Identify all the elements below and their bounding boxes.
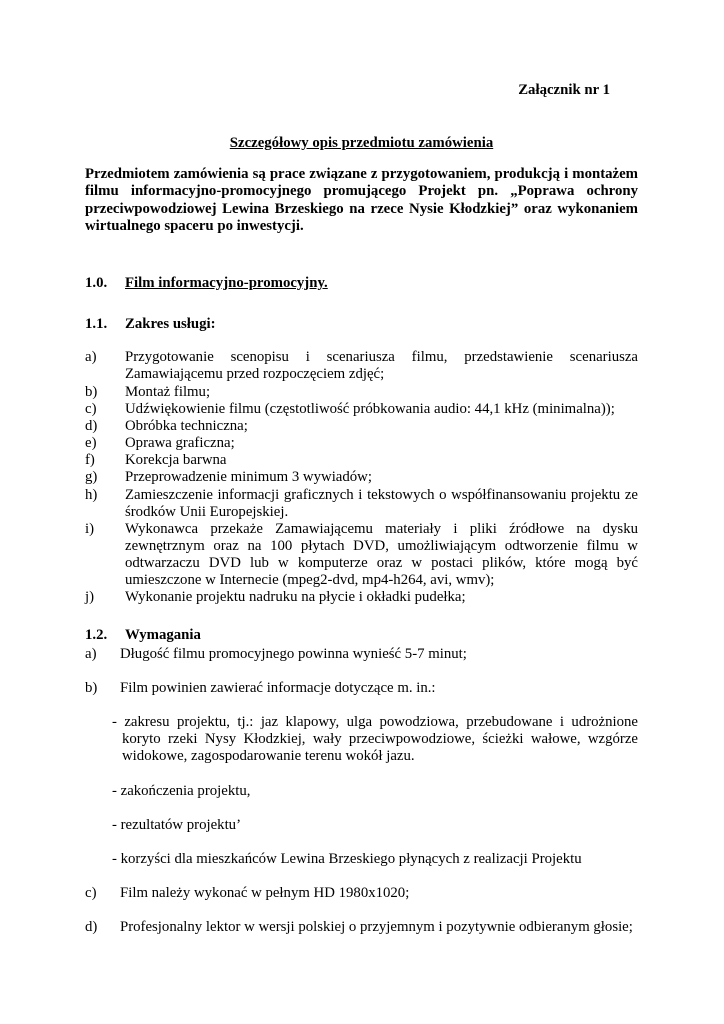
document-title — [85, 135, 638, 152]
item-letter: g) — [85, 469, 98, 486]
section-number: 1.1. — [85, 316, 108, 333]
item-text: Długość filmu promocyjnego powinna wynieść 5-7 minut; — [120, 645, 467, 662]
item-letter: c) — [85, 400, 97, 417]
services-list — [85, 349, 638, 606]
item-letter: a) — [85, 645, 97, 662]
item-letter: f) — [85, 452, 95, 469]
list-item-g — [85, 469, 638, 486]
item-text: Udźwiękowienie filmu (częstotliwość próbkowania audio: 44,1 kHz (minimalna)); — [125, 400, 615, 417]
list-item-a — [85, 349, 638, 383]
list-item-b — [85, 384, 638, 401]
intro-paragraph: Przedmiotem zamówienia są prace związane z przygotowaniem, produkcją i montażem filmu informacyjno-promocyjnego promującego Projekt pn. „Poprawa ochrony przeciwpowodziowej Lewina Brzeskiego na rzece Nysie Kłodzkiej” oraz wykonaniem wirtualnego spaceru po inwestycji. — [85, 166, 638, 234]
list-item-d — [85, 418, 638, 435]
req-b-bullet-3: - rezultatów projektu’ — [112, 816, 242, 833]
item-text: Film należy wykonać w pełnym HD 1980x1020; — [120, 885, 410, 901]
item-letter: i) — [85, 520, 95, 537]
requirements-list — [85, 646, 638, 937]
attachment-label: Załącznik nr 1 — [518, 82, 610, 98]
item-letter: h) — [85, 486, 98, 503]
item-text: Przygotowanie scenopisu i scenariusza filmu, przedstawienie scenariusza Zamawiającemu przed rozpoczęciem zdjęć; — [125, 349, 638, 383]
section-number: 1.0. — [85, 274, 108, 291]
list-item-c — [85, 401, 638, 418]
item-text: Zamieszczenie informacji graficznych i tekstowych o współfinansowaniu projektu ze środków Unii Europejskiej. — [125, 486, 638, 520]
item-text: Wykonawca przekaże Zamawiającemu materiały i pliki źródłowe na dysku zewnętrznym oraz na 100 płytach DVD, umożliwiającym odtworzenie filmu w odtwarzaczu DVD lub w komputerze oraz w postaci plików, które mogą być umieszczone w Internecie (mpeg2-dvd, mp4-h264, avi, wmv); — [125, 520, 638, 589]
section-title: Zakres usługi: — [125, 316, 216, 333]
item-letter: c) — [85, 885, 97, 901]
item-letter: d) — [85, 417, 98, 434]
item-letter: b) — [85, 679, 98, 696]
item-letter: d) — [85, 919, 98, 936]
section-heading-1-1 — [85, 316, 638, 333]
item-text: Wykonanie projektu nadruku na płycie i okładki pudełka; — [125, 589, 466, 606]
list-item-j — [85, 589, 638, 606]
list-item-i — [85, 521, 638, 590]
section-number: 1.2. — [85, 626, 108, 643]
req-item-c — [85, 885, 638, 902]
document-title-text: Szczegółowy opis przedmiotu zamówienia — [229, 135, 494, 152]
list-item-f — [85, 452, 638, 469]
item-text: Oprawa graficzna; — [125, 435, 235, 452]
item-text: Przeprowadzenie minimum 3 wywiadów; — [125, 469, 372, 486]
item-text: Profesjonalny lektor w wersji polskiej o przyjemnym i pozytywnie odbieranym głosie; — [120, 919, 633, 936]
item-text: Film powinien zawierać informacje dotyczące m. in.: — [120, 679, 436, 696]
item-letter: j) — [85, 589, 95, 606]
req-item-a — [85, 646, 638, 663]
item-letter: a) — [85, 349, 97, 366]
req-item-d — [85, 919, 638, 936]
item-letter: b) — [85, 383, 98, 400]
list-item-h — [85, 487, 638, 521]
req-item-b — [85, 680, 638, 697]
req-b-bullet-1: - zakresu projektu, tj.: jaz klapowy, ulga powodziowa, przebudowane i udrożnione koryto rzeki Nysy Kłodzkiej, wały przeciwpowodziowe, ścieżki wałowe, wzgórze widokowe, zagospodarowanie terenu wokół jazu. — [112, 714, 638, 765]
section-title: Film informacyjno-promocyjny. — [125, 274, 328, 291]
req-b-bullet-4: - korzyści dla mieszkańców Lewina Brzeskiego płynących z realizacji Projektu — [112, 850, 582, 867]
item-text: Obróbka techniczna; — [125, 417, 248, 434]
section-title: Wymagania — [125, 626, 201, 643]
req-b-bullet-2: - zakończenia projektu, — [112, 782, 251, 799]
item-text: Korekcja barwna — [125, 452, 227, 469]
item-text: Montaż filmu; — [125, 383, 211, 400]
section-heading-1-2 — [85, 627, 638, 644]
section-heading-1-0 — [85, 275, 638, 292]
item-letter: e) — [85, 435, 97, 452]
list-item-e — [85, 435, 638, 452]
